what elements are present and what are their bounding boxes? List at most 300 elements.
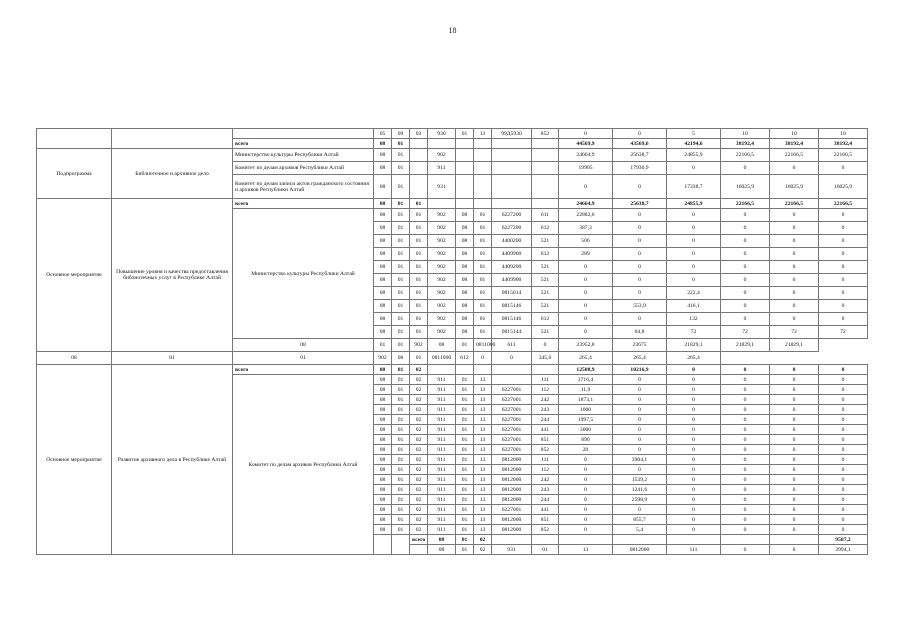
table-cell — [474, 139, 492, 149]
table-cell: 17338,7 — [667, 175, 721, 199]
table-cell — [474, 199, 492, 209]
table-cell — [667, 535, 721, 545]
table-cell: Развитие архивного дела в Республике Алтай — [112, 365, 233, 555]
table-cell: 902 — [428, 287, 456, 300]
table-cell: 0 — [667, 385, 721, 395]
table-cell: 02 — [410, 475, 428, 485]
table-cell: 10 — [819, 129, 868, 139]
table-cell: 0 — [613, 287, 667, 300]
table-cell: 911 — [428, 405, 456, 415]
table-cell: 02 — [410, 385, 428, 395]
table-cell: 0 — [770, 405, 819, 415]
table-cell: 01 — [392, 300, 410, 313]
table-cell: 01 — [392, 287, 410, 300]
table-cell: 08 — [374, 435, 392, 445]
table-cell: 01 — [392, 395, 410, 405]
table-cell: 6227001 — [492, 415, 532, 425]
table-cell: 0 — [819, 274, 868, 287]
table-cell: 0 — [819, 405, 868, 415]
table-cell: 0 — [721, 248, 770, 261]
table-cell: 902 — [428, 313, 456, 326]
table-cell: 0 — [667, 209, 721, 222]
table-cell: 0 — [667, 375, 721, 385]
table-cell: 902 — [428, 235, 456, 248]
table-cell: 38192,4 — [721, 139, 770, 149]
table-cell: 0 — [770, 455, 819, 465]
table-cell: 22166,5 — [770, 149, 819, 162]
table-cell: 521 — [532, 261, 559, 274]
table-cell: 01 — [474, 209, 492, 222]
table-cell: 01 — [392, 209, 410, 222]
table-cell: 01 — [410, 300, 428, 313]
table-cell: 0 — [667, 475, 721, 485]
table-cell: 265,4 — [559, 352, 613, 365]
table-cell: 0 — [770, 235, 819, 248]
table-cell: 01 — [456, 485, 474, 495]
table-cell: 0 — [667, 248, 721, 261]
table-cell: 02 — [474, 545, 492, 555]
table-cell: 08 — [374, 505, 392, 515]
table-cell: 0 — [770, 495, 819, 505]
table-cell: 0 — [613, 222, 667, 235]
table-cell: 416,1 — [667, 300, 721, 313]
table-cell: 01 — [112, 352, 233, 365]
table-cell: 0 — [613, 375, 667, 385]
table-cell: 2598,9 — [613, 495, 667, 505]
table-cell: 64,8 — [613, 326, 667, 339]
table-cell: 0 — [492, 352, 532, 365]
table-cell: 24855,9 — [667, 199, 721, 209]
table-cell: 02 — [410, 495, 428, 505]
table-cell: 01 — [392, 405, 410, 415]
table-cell: 01 — [410, 326, 428, 339]
table-cell: 13 — [474, 495, 492, 505]
table-cell: 111 — [532, 375, 559, 385]
table-row — [37, 149, 868, 162]
table-cell: 4409900 — [492, 248, 532, 261]
table-cell: 0 — [770, 435, 819, 445]
table-cell: 0 — [559, 274, 613, 287]
table-cell: 01 — [392, 435, 410, 445]
table-row — [37, 352, 868, 365]
table-cell: 3994,1 — [819, 545, 868, 555]
table-cell: 521 — [532, 287, 559, 300]
table-cell — [474, 365, 492, 375]
table-cell: 01 — [392, 385, 410, 395]
table-cell: 243 — [532, 485, 559, 495]
table-cell — [474, 175, 492, 199]
table-cell: 01 — [532, 545, 559, 555]
table-cell: 22166,5 — [819, 199, 868, 209]
table-cell: 0 — [613, 405, 667, 415]
table-cell: 01 — [456, 515, 474, 525]
table-cell — [392, 535, 410, 555]
table-cell: Комитет по делам архивов Республики Алтай — [233, 375, 374, 555]
table-cell: 08 — [374, 149, 392, 162]
table-cell: 0 — [721, 274, 770, 287]
table-cell: 0 — [819, 222, 868, 235]
table-cell — [410, 545, 428, 555]
table-cell: 911 — [428, 435, 456, 445]
table-cell: 0 — [770, 375, 819, 385]
table-cell: 13 — [474, 485, 492, 495]
table-cell: всего — [233, 365, 374, 375]
table-cell: 01 — [392, 162, 410, 175]
table-cell: 0812000 — [492, 485, 532, 495]
table-cell: 21829,1 — [667, 339, 721, 352]
table-cell: 345,6 — [532, 352, 559, 365]
table-cell: 0 — [721, 287, 770, 300]
table-cell: 0 — [819, 235, 868, 248]
table-cell: 01 — [410, 248, 428, 261]
table-cell: Подпрограмма — [37, 149, 112, 199]
table-cell: 0 — [474, 352, 492, 365]
table-cell — [410, 149, 428, 162]
table-cell: 01 — [410, 274, 428, 287]
table-cell: 01 — [233, 352, 374, 365]
table-cell: 38192,4 — [819, 139, 868, 149]
table-cell: 0 — [819, 455, 868, 465]
table-cell: 0 — [770, 274, 819, 287]
table-cell: 08 — [374, 375, 392, 385]
table-cell: 08 — [374, 175, 392, 199]
table-cell: 02 — [410, 425, 428, 435]
table-cell: 4409900 — [492, 274, 532, 287]
table-row — [37, 199, 868, 209]
table-cell: 0 — [721, 445, 770, 455]
table-cell: 0 — [819, 385, 868, 395]
table-cell: 02 — [410, 465, 428, 475]
table-cell: 0 — [819, 300, 868, 313]
table-cell: 13 — [474, 515, 492, 525]
table-cell: 855,7 — [613, 515, 667, 525]
table-cell — [233, 129, 374, 139]
table-cell: 6227001 — [492, 425, 532, 435]
table-cell: 22166,5 — [819, 149, 868, 162]
table-cell: 13 — [474, 375, 492, 385]
table-cell: 0 — [559, 505, 613, 515]
table-cell: 01 — [392, 425, 410, 435]
table-cell: 08 — [374, 365, 392, 375]
table-cell — [492, 149, 532, 162]
table-cell — [532, 199, 559, 209]
table-cell: 08 — [374, 300, 392, 313]
table-cell — [532, 162, 559, 175]
table-cell — [532, 365, 559, 375]
table-cell: 0 — [667, 465, 721, 475]
table-cell: 506 — [559, 235, 613, 248]
table-cell — [613, 535, 667, 545]
table-cell: 01 — [456, 405, 474, 415]
table-cell: 72 — [667, 326, 721, 339]
table-cell: 01 — [474, 326, 492, 339]
table-cell: 0 — [667, 365, 721, 375]
table-cell: 01 — [456, 465, 474, 475]
table-cell: всего — [233, 139, 374, 149]
table-cell: 3904,1 — [613, 455, 667, 465]
table-cell: 0 — [613, 505, 667, 515]
table-cell: 22166,5 — [721, 199, 770, 209]
table-cell: 0 — [819, 313, 868, 326]
table-cell: 01 — [392, 339, 410, 352]
table-cell: 0 — [770, 445, 819, 455]
table-cell: 01 — [392, 365, 410, 375]
table-cell: 01 — [392, 485, 410, 495]
table-cell: 0 — [770, 365, 819, 375]
table-cell: 08 — [456, 261, 474, 274]
table-cell: 441 — [532, 505, 559, 515]
table-cell: 08 — [374, 395, 392, 405]
table-cell: 01 — [474, 287, 492, 300]
table-cell: 01 — [474, 274, 492, 287]
table-cell: 01 — [456, 495, 474, 505]
table-cell: 112 — [532, 465, 559, 475]
table-cell: 02 — [410, 435, 428, 445]
table-cell: 10 — [721, 129, 770, 139]
table-cell: 0 — [667, 455, 721, 465]
table-cell: 0811000 — [428, 352, 456, 365]
table-cell: 0 — [667, 162, 721, 175]
table-cell: 0 — [770, 162, 819, 175]
table-cell: 0 — [721, 300, 770, 313]
table-cell: 0 — [667, 515, 721, 525]
table-cell: 0 — [770, 313, 819, 326]
table-cell: 08 — [456, 222, 474, 235]
table-cell: Библиотечное и архивное дело — [112, 149, 233, 199]
table-cell: 01 — [410, 352, 428, 365]
table-cell: 0811000 — [474, 339, 492, 352]
table-cell: 08 — [374, 326, 392, 339]
table-cell: 01 — [456, 375, 474, 385]
table-cell: 0 — [613, 261, 667, 274]
table-cell: 0 — [667, 505, 721, 515]
table-cell: 289 — [559, 248, 613, 261]
table-cell: 24664,9 — [559, 199, 613, 209]
table-cell: 0 — [667, 445, 721, 455]
table-cell: 16025,9 — [770, 175, 819, 199]
table-cell: 0 — [819, 505, 868, 515]
table-cell: 01 — [392, 495, 410, 505]
table-cell: 01 — [392, 475, 410, 485]
table-cell: 01 — [410, 261, 428, 274]
table-cell: 930 — [428, 129, 456, 139]
table-cell: 42194,6 — [667, 139, 721, 149]
table-cell: 08 — [374, 425, 392, 435]
table-cell: 24855,9 — [667, 149, 721, 162]
table-cell: 612 — [532, 222, 559, 235]
budget-table — [36, 128, 868, 555]
table-cell: 01 — [392, 248, 410, 261]
table-cell: 02 — [410, 445, 428, 455]
table-cell: 0 — [819, 435, 868, 445]
table-cell: 0812000 — [492, 515, 532, 525]
table-cell: 902 — [428, 222, 456, 235]
table-cell: 01 — [392, 515, 410, 525]
table-cell: 02 — [410, 515, 428, 525]
table-cell: 0 — [770, 395, 819, 405]
table-cell: 902 — [374, 352, 392, 365]
table-cell: 03 — [410, 129, 428, 139]
table-cell — [428, 199, 456, 209]
table-cell: 0 — [819, 261, 868, 274]
table-cell: 852 — [532, 445, 559, 455]
table-cell: 01 — [456, 339, 474, 352]
table-cell: 01 — [456, 455, 474, 465]
table-cell: 13 — [474, 445, 492, 455]
table-cell: 902 — [428, 261, 456, 274]
table-cell: 1997,5 — [559, 415, 613, 425]
table-cell: 0 — [721, 222, 770, 235]
table-cell: 911 — [428, 375, 456, 385]
table-cell: 6227001 — [492, 445, 532, 455]
table-cell: 911 — [428, 395, 456, 405]
table-cell: 0 — [819, 485, 868, 495]
table-cell: 911 — [428, 505, 456, 515]
table-cell: 08 — [374, 515, 392, 525]
table-cell: всего — [410, 535, 428, 545]
table-cell: всего — [233, 199, 374, 209]
table-cell: 611 — [492, 339, 532, 352]
table-cell: 02 — [410, 415, 428, 425]
table-cell: 612 — [532, 313, 559, 326]
table-cell: 01 — [456, 445, 474, 455]
table-cell: 0 — [819, 365, 868, 375]
table-cell: 0812000 — [492, 495, 532, 505]
table-cell: 5,4 — [613, 525, 667, 535]
table-cell: 21829,1 — [721, 339, 770, 352]
table-cell: 01 — [456, 435, 474, 445]
table-cell: 08 — [428, 535, 456, 545]
table-cell: 08 — [374, 385, 392, 395]
table-cell: 01 — [392, 149, 410, 162]
table-cell: 0 — [559, 495, 613, 505]
table-cell: 0 — [667, 525, 721, 535]
table-cell: 08 — [456, 326, 474, 339]
table-cell: 01 — [474, 300, 492, 313]
table-cell: 0815014 — [492, 287, 532, 300]
table-cell: 08 — [374, 445, 392, 455]
table-cell: 0 — [532, 339, 559, 352]
table-cell: 13 — [474, 385, 492, 395]
table-cell: 0 — [819, 375, 868, 385]
table-cell: 01 — [456, 545, 474, 555]
table-cell: 17930,9 — [613, 162, 667, 175]
table-cell: 0 — [721, 505, 770, 515]
table-cell — [532, 139, 559, 149]
table-cell: 0 — [721, 405, 770, 415]
table-cell: 132 — [667, 313, 721, 326]
table-cell: 9587,2 — [819, 535, 868, 545]
table-cell: 0 — [721, 475, 770, 485]
table-cell: 0 — [819, 515, 868, 525]
table-cell: 0 — [667, 415, 721, 425]
table-cell: 902 — [428, 300, 456, 313]
table-cell: 01 — [392, 525, 410, 535]
table-cell: 0812000 — [492, 455, 532, 465]
table-cell — [37, 129, 112, 149]
table-cell: 13 — [474, 129, 492, 139]
table-cell — [474, 149, 492, 162]
table-cell — [410, 139, 428, 149]
table-cell: 0 — [819, 209, 868, 222]
table-cell: Комитет по делам записи актов гражданского состояния и архивов Республики Алтай — [233, 175, 374, 199]
table-cell: 01 — [474, 222, 492, 235]
table-cell: 0 — [559, 129, 613, 139]
table-cell: 08 — [374, 313, 392, 326]
table-cell: 0 — [613, 395, 667, 405]
page-number: 18 — [448, 26, 457, 35]
table-cell: 08 — [456, 248, 474, 261]
table-cell: 911 — [428, 445, 456, 455]
table-cell — [770, 535, 819, 545]
table-cell: 0 — [819, 475, 868, 485]
table-cell: 01 — [474, 235, 492, 248]
table-cell: 01 — [392, 326, 410, 339]
table-cell: 0 — [770, 415, 819, 425]
table-cell: 01 — [410, 313, 428, 326]
table-cell — [474, 162, 492, 175]
table-cell: 0 — [559, 465, 613, 475]
table-cell: 0 — [721, 365, 770, 375]
table-cell: 01 — [456, 129, 474, 139]
table-cell: 242 — [532, 395, 559, 405]
table-cell: 13 — [474, 415, 492, 425]
table-cell — [428, 365, 456, 375]
table-cell: 0 — [559, 287, 613, 300]
table-cell: 02 — [410, 455, 428, 465]
table-cell: 0 — [559, 326, 613, 339]
table-cell: 553,9 — [613, 300, 667, 313]
table-cell: 911 — [428, 475, 456, 485]
table-cell: 0 — [770, 248, 819, 261]
table-cell: 01 — [410, 287, 428, 300]
table-cell: 02 — [410, 395, 428, 405]
table-cell: 0 — [559, 455, 613, 465]
table-cell: 521 — [532, 235, 559, 248]
table-cell: 6227001 — [492, 385, 532, 395]
table-cell: 0 — [770, 475, 819, 485]
table-cell: 0 — [819, 525, 868, 535]
table-cell: 0 — [613, 425, 667, 435]
table-cell: 08 — [428, 339, 456, 352]
table-cell: 521 — [532, 274, 559, 287]
table-cell: 0 — [613, 209, 667, 222]
table-cell: 24664,9 — [559, 149, 613, 162]
table-cell: 0 — [721, 515, 770, 525]
table-cell: 1873,1 — [559, 395, 613, 405]
table-cell — [492, 139, 532, 149]
table-cell: 08 — [374, 209, 392, 222]
table-cell: 911 — [428, 425, 456, 435]
table-cell: 01 — [392, 455, 410, 465]
table-cell: 08 — [456, 313, 474, 326]
table-cell: 902 — [410, 339, 428, 352]
table-cell: 6227001 — [492, 435, 532, 445]
table-cell: 0 — [613, 248, 667, 261]
table-cell: 01 — [392, 235, 410, 248]
table-cell: 911 — [428, 465, 456, 475]
table-cell: 02 — [410, 525, 428, 535]
table-cell: 112 — [532, 385, 559, 395]
table-cell: 0 — [667, 485, 721, 495]
table-cell: 5 — [667, 129, 721, 139]
table-cell: 01 — [392, 261, 410, 274]
table-cell: 01 — [410, 209, 428, 222]
table-cell — [492, 375, 532, 385]
table-cell: 0 — [770, 515, 819, 525]
table-cell: 0 — [721, 395, 770, 405]
table-cell: 11,9 — [559, 385, 613, 395]
